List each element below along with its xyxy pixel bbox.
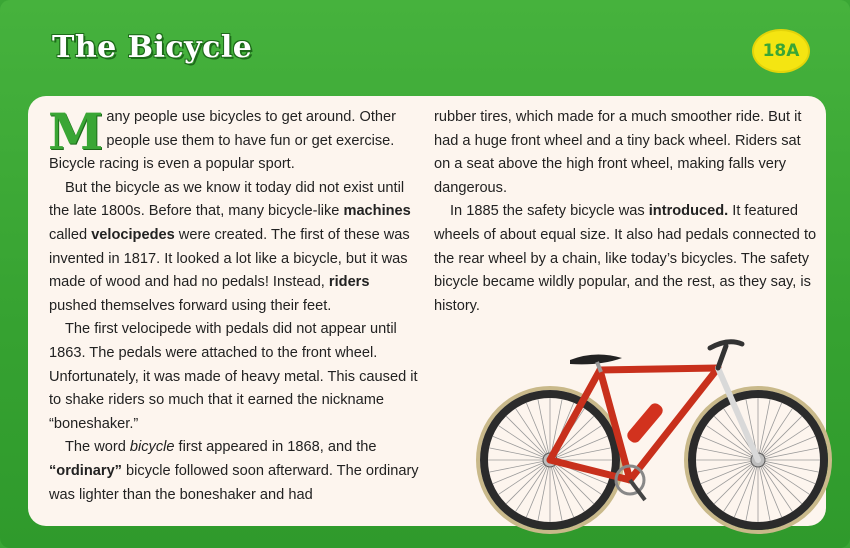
term-machines: machines	[343, 203, 411, 220]
p2-part: pushed themselves forward using their feet.	[49, 297, 332, 314]
term-bicycle: bicycle	[129, 439, 175, 456]
text-column-right	[434, 106, 819, 318]
bicycle-illustration	[470, 330, 840, 535]
text-column-left	[48, 102, 419, 507]
term-velocipedes: velocipedes	[91, 226, 175, 243]
p2-part: were created. The first of these was invented in 1817. It looked a lot like a bicycle, but it was made of wood and had no pedals! Instead,	[49, 226, 410, 291]
paragraph-1	[48, 102, 419, 177]
term-riders: riders	[328, 274, 370, 291]
paragraph-4-continued: rubber tires, which made for a much smoother ride. But it had a huge front wheel and a tiny back wheel. Riders sat on a seat above the high front wheel, making falls very dangerous.	[434, 109, 802, 196]
wheel-spoke	[506, 460, 550, 504]
p2-part: called	[49, 226, 92, 243]
p5-part: In 1885 the safety bicycle was	[450, 203, 649, 220]
drop-cap: M	[48, 102, 104, 161]
term-ordinary: “ordinary”	[49, 462, 122, 479]
paragraph-1-text: any people use bicycles to get around. Other people use them to have fun or get exercise. Bicycle racing is even a popular sport.	[49, 109, 396, 173]
paragraph-5	[434, 200, 819, 318]
wheel-spoke	[758, 416, 802, 460]
paragraph-3: The first velocipede with pedals did not appear until 1863. The pedals were attached to the front wheel. Unfortunately, it was made of heavy metal. This caused it to shake riders so much that it earned the nickname “boneshaker.”	[49, 321, 418, 432]
p4-continued: bicycle followed soon afterward. The ordinary was lighter than the boneshaker and had	[49, 462, 419, 503]
p4-part: first appeared in 1868, and the	[174, 439, 377, 456]
term-introduced: introduced.	[648, 203, 729, 220]
p4-part: The word	[65, 439, 130, 456]
paragraph-4	[49, 436, 419, 507]
paragraph-2	[49, 177, 419, 319]
page-title: The Bicycle	[52, 30, 253, 65]
p2-part: But the bicycle as we know it today did not exist until the late 1800s. Before that, many bicycle-like	[49, 179, 405, 220]
handlebar	[710, 342, 742, 368]
card-number-badge: 18A	[752, 29, 810, 73]
wheel-spoke	[506, 416, 550, 460]
wheel-spoke	[758, 460, 802, 504]
wheel-spoke	[714, 460, 758, 504]
p5-part: It featured wheels of about equal size. It also had pedals connected to the rear wheel by a chain, like today’s bicycles. The safety bicycle became wildly popular, and the rest, as they say, is history.	[434, 203, 817, 314]
